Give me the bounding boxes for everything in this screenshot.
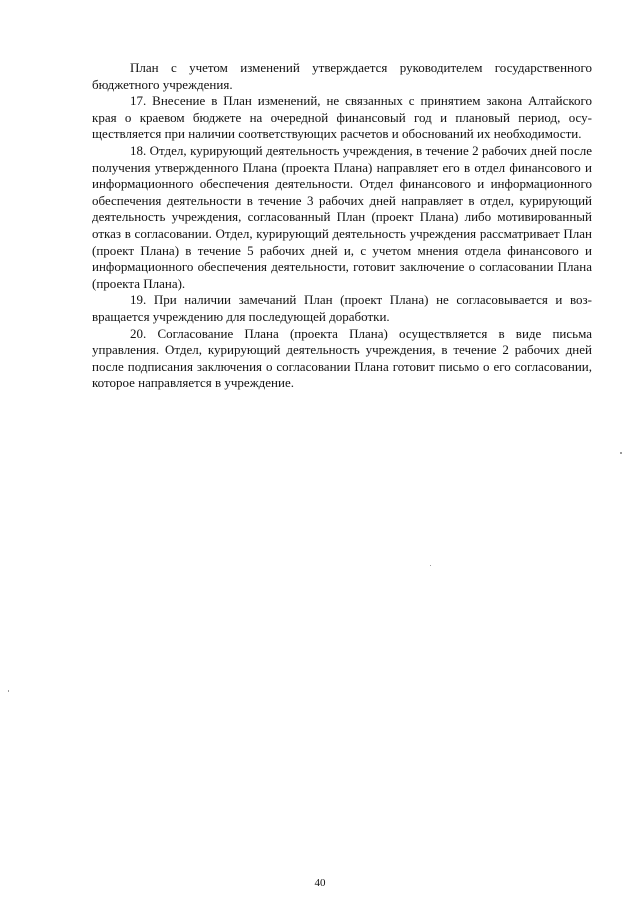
paragraph-item-17: 17. Внесение в План изменений, не связанных с принятием закона Алтайского края о краевом бюджете на очередной финансовый год и плановый период, осуществляется при наличии соответствующих расчетов и обоснований их необходимости.: [92, 93, 592, 142]
paragraph-plan-approval: План с учетом изменений утверждается руководителем государственного бюджетного учреждения.: [92, 60, 592, 92]
scan-speck: [430, 565, 431, 566]
paragraph-item-19: 19. При наличии замечаний План (проект Плана) не согласовывается и возвращается учреждению для последующей доработки.: [92, 292, 592, 324]
scan-speck: [620, 452, 622, 454]
document-body: [92, 60, 592, 392]
page-number: 40: [314, 877, 326, 889]
scan-speck: [8, 690, 9, 692]
paragraph-item-20: 20. Согласование Плана (проекта Плана) осуществляется в виде письма управления. Отдел, курирующий деятельность учреждения, в течение 2 рабочих дней после подписания заключения о согласовании Плана готовит письмо о его согласовании, которое направляется в учреждение.: [92, 325, 592, 391]
paragraph-item-18: 18. Отдел, курирующий деятельность учреждения, в течение 2 рабочих дней после получения утвержденного Плана (проекта Плана) направляет его в отдел финансового и информационного обеспечения деятельности. Отдел финансового и информационного обеспечения деятельности в течение 3 рабочих дней направляет в отдел, курирующий деятельность учреждения, согласованный План (проект Плана) либо мотивированный отказ в согласовании. Отдел, курирующий деятельность учреждения рассматривает План (проект Плана) в течение 5 рабочих дней и, с учетом мнения отдела финансового и информационного обеспечения деятельности, готовит заключение о согласовании Плана (проекта Плана).: [92, 142, 592, 291]
